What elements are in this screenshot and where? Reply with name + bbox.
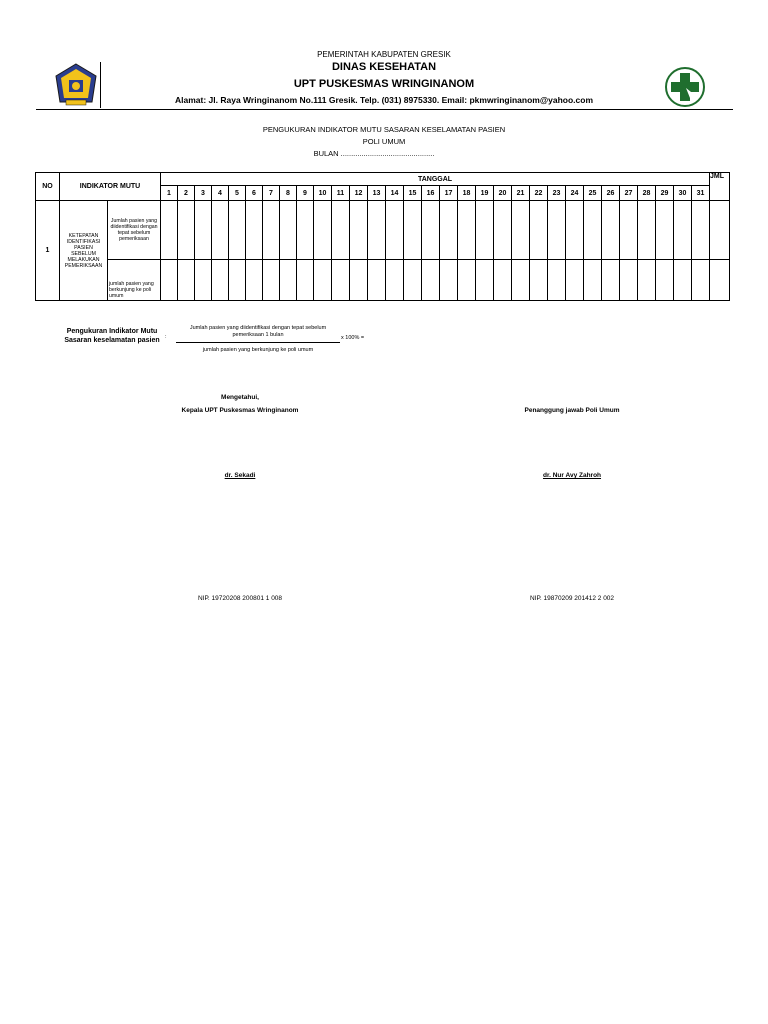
data-cell[interactable] (458, 260, 476, 301)
day-header: 15 (404, 186, 422, 201)
data-cell[interactable] (263, 201, 280, 260)
day-header: 30 (674, 186, 692, 201)
day-header: 27 (620, 186, 638, 201)
data-cell[interactable] (350, 260, 368, 301)
day-header: 14 (386, 186, 404, 201)
day-header: 7 (263, 186, 280, 201)
day-header: 3 (195, 186, 212, 201)
data-cell[interactable] (440, 260, 458, 301)
data-cell[interactable] (494, 201, 512, 260)
table-row (36, 260, 730, 301)
data-cell[interactable] (280, 201, 297, 260)
formula-numerator: Jumlah pasien yang diidentifikasi dengan tepat sebelum pemeriksaan 1 bulan (189, 325, 327, 338)
data-cell[interactable] (246, 201, 263, 260)
data-cell[interactable] (422, 201, 440, 260)
data-cell[interactable] (404, 260, 422, 301)
data-cell[interactable] (178, 260, 195, 301)
row-numerator-label: Jumlah pasien yang diidentifikasi dengan tepat sebelum pemeriksaan (108, 201, 161, 260)
data-cell[interactable] (422, 260, 440, 301)
data-cell[interactable] (638, 260, 656, 301)
formula-label: Pengukuran Indikator Mutu Sasaran keselamatan pasien (64, 328, 160, 344)
data-cell[interactable] (195, 201, 212, 260)
day-header: 31 (692, 186, 710, 201)
right-signatory-nip: NIP. 19870209 201412 2 002 (529, 595, 615, 602)
data-cell[interactable] (638, 201, 656, 260)
indicator-table (35, 172, 730, 301)
data-cell[interactable] (512, 260, 530, 301)
table-row (36, 201, 730, 260)
day-header: 11 (332, 186, 350, 201)
data-cell[interactable] (440, 201, 458, 260)
left-signatory-name: dr. Sekadi (224, 472, 256, 479)
data-cell[interactable] (512, 201, 530, 260)
data-cell[interactable] (229, 201, 246, 260)
header-puskesmas: UPT PUSKESMAS WRINGINANOM (293, 78, 475, 90)
data-cell[interactable] (602, 260, 620, 301)
left-signatory-title: Kepala UPT Puskesmas Wringinanom (181, 407, 299, 414)
data-cell[interactable] (692, 260, 710, 301)
row-indicator-name: KETEPATAN IDENTIFIKASI PASIEN SEBELUM MELAKUKAN PEMERIKSAAN (60, 201, 108, 301)
data-cell[interactable] (368, 201, 386, 260)
data-cell[interactable] (263, 260, 280, 301)
data-cell[interactable] (530, 201, 548, 260)
formula-multiplier: x 100% = (341, 335, 365, 341)
day-header: 5 (229, 186, 246, 201)
day-header: 10 (314, 186, 332, 201)
data-cell[interactable] (195, 260, 212, 301)
data-cell[interactable] (584, 201, 602, 260)
data-cell[interactable] (602, 201, 620, 260)
header-agency: DINAS KESEHATAN (331, 61, 437, 73)
data-cell[interactable] (494, 260, 512, 301)
day-header: 8 (280, 186, 297, 201)
data-cell[interactable] (280, 260, 297, 301)
left-signatory-nip: NIP. 19720208 200801 1 008 (197, 595, 283, 602)
data-cell[interactable] (229, 260, 246, 301)
col-header-tanggal: TANGGAL (161, 173, 710, 186)
data-cell[interactable] (161, 260, 178, 301)
data-cell[interactable] (566, 201, 584, 260)
right-signatory-name: dr. Nur Avy Zahroh (542, 472, 602, 479)
day-header: 21 (512, 186, 530, 201)
acknowledged-label: Mengetahui, (221, 394, 259, 401)
data-cell[interactable] (476, 260, 494, 301)
data-cell[interactable] (476, 201, 494, 260)
data-cell[interactable] (332, 201, 350, 260)
data-cell[interactable] (246, 260, 263, 301)
data-cell[interactable] (314, 201, 332, 260)
day-header: 17 (440, 186, 458, 201)
day-header: 28 (638, 186, 656, 201)
col-header-no: NO (36, 173, 60, 201)
document-title: PENGUKURAN INDIKATOR MUTU SASARAN KESELAMATAN PASIEN (262, 125, 506, 134)
data-cell[interactable] (332, 260, 350, 301)
day-header: 16 (422, 186, 440, 201)
data-cell[interactable] (212, 201, 229, 260)
document-subtitle: POLI UMUM (362, 137, 406, 146)
day-header: 12 (350, 186, 368, 201)
data-cell[interactable] (566, 260, 584, 301)
data-cell[interactable] (548, 260, 566, 301)
header-address: Alamat: Jl. Raya Wringinanom No.111 Gresik. Telp. (031) 8975330. Email: pkmwringinanom@yahoo.com (175, 95, 593, 105)
data-cell[interactable] (692, 201, 710, 260)
data-cell[interactable] (297, 201, 314, 260)
data-cell[interactable] (161, 201, 178, 260)
data-cell[interactable] (368, 260, 386, 301)
day-header: 25 (584, 186, 602, 201)
data-cell[interactable] (314, 260, 332, 301)
day-header: 6 (246, 186, 263, 201)
col-header-indikator: INDIKATOR MUTU (60, 173, 161, 201)
document-month: BULAN ............................................. (313, 149, 435, 158)
formula-colon: : (165, 334, 167, 340)
day-header: 24 (566, 186, 584, 201)
header-rule (36, 109, 733, 110)
data-cell[interactable] (386, 260, 404, 301)
data-cell[interactable] (548, 201, 566, 260)
row-number: 1 (36, 201, 60, 301)
data-cell[interactable] (530, 260, 548, 301)
day-header: 26 (602, 186, 620, 201)
right-signatory-title: Penanggung jawab Poli Umum (524, 407, 620, 414)
day-header: 18 (458, 186, 476, 201)
data-cell[interactable] (584, 260, 602, 301)
data-cell[interactable] (674, 201, 692, 260)
data-cell[interactable] (458, 201, 476, 260)
col-header-jml: JML (710, 173, 730, 201)
data-cell[interactable] (212, 260, 229, 301)
header-government: PEMERINTAH KABUPATEN GRESIK (317, 50, 451, 59)
data-cell[interactable] (386, 201, 404, 260)
data-cell[interactable] (178, 201, 195, 260)
data-cell[interactable] (404, 201, 422, 260)
day-header: 29 (656, 186, 674, 201)
day-header: 23 (548, 186, 566, 201)
data-cell[interactable] (297, 260, 314, 301)
day-header: 13 (368, 186, 386, 201)
day-header: 4 (212, 186, 229, 201)
day-header: 20 (494, 186, 512, 201)
day-header: 1 (161, 186, 178, 201)
data-cell[interactable] (350, 201, 368, 260)
data-cell[interactable] (620, 260, 638, 301)
data-cell[interactable] (620, 201, 638, 260)
data-cell[interactable] (656, 201, 674, 260)
formula-denominator: jumlah pasien yang berkunjung ke poli umum (202, 347, 314, 353)
day-header: 22 (530, 186, 548, 201)
row-denominator-label: jumlah pasien yang berkunjung ke poli umum (108, 260, 161, 301)
jml-cell[interactable] (710, 201, 730, 260)
jml-cell[interactable] (710, 260, 730, 301)
day-header: 19 (476, 186, 494, 201)
data-cell[interactable] (656, 260, 674, 301)
day-header: 9 (297, 186, 314, 201)
day-header: 2 (178, 186, 195, 201)
fraction-line (176, 342, 340, 343)
data-cell[interactable] (674, 260, 692, 301)
